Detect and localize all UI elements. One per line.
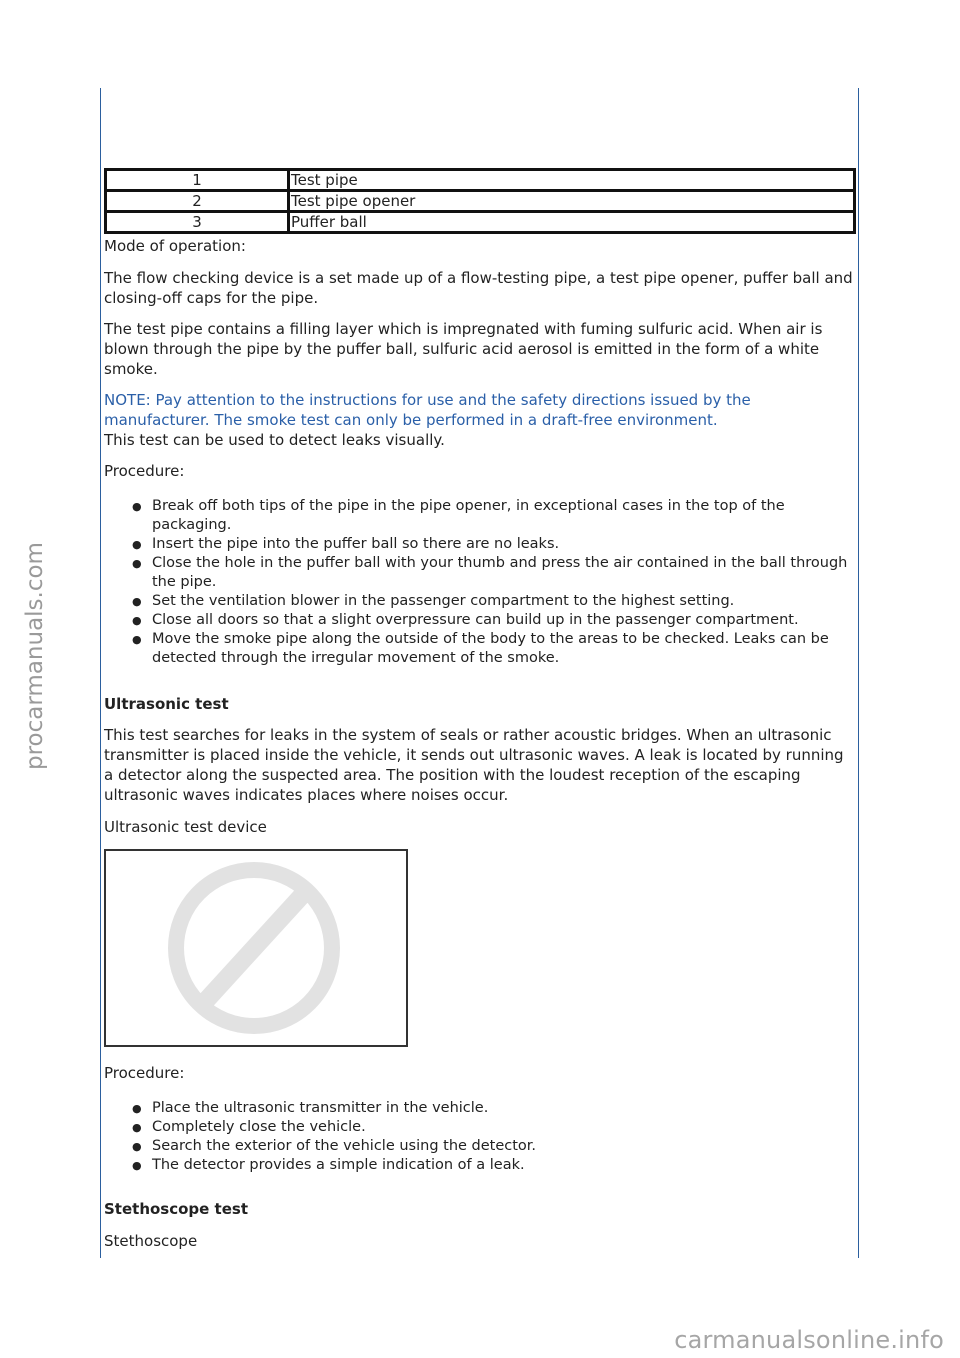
- legend-table: [104, 168, 856, 234]
- mode-heading: Mode of operation:: [104, 237, 246, 255]
- note-text: NOTE: Pay attention to the instructions for use and the safety directions issued by the manufacturer. The smoke test can only be performed in a draft-free environment.: [104, 391, 751, 429]
- right-margin-rule: [858, 88, 859, 1258]
- table-row: [106, 212, 855, 233]
- footer-watermark: carmanualsonline.info: [674, 1326, 944, 1354]
- list-item: ● Place the ultrasonic transmitter in the vehicle.: [152, 1099, 856, 1118]
- list-item: ● Close the hole in the puffer ball with your thumb and press the air contained in the ball through the pipe.: [152, 554, 856, 592]
- section-heading-ultrasonic: Ultrasonic test: [104, 695, 229, 713]
- list-item: ● Close all doors so that a slight overpressure can build up in the passenger compartment.: [152, 611, 856, 630]
- procedure-heading: Procedure:: [104, 462, 185, 480]
- legend-number: 3: [106, 212, 289, 233]
- legend-number: 2: [106, 191, 289, 212]
- section-heading-stethoscope: Stethoscope test: [104, 1200, 249, 1218]
- list-item: ● Search the exterior of the vehicle using the detector.: [152, 1137, 856, 1156]
- legend-label: Test pipe: [289, 170, 855, 191]
- paragraph: This test can be used to detect leaks visually.: [104, 431, 445, 449]
- table-row: [106, 170, 855, 191]
- list-item: ● The detector provides a simple indication of a leak.: [152, 1156, 856, 1175]
- figure-caption: Ultrasonic test device: [104, 818, 267, 836]
- procedure-heading: Procedure:: [104, 1064, 185, 1082]
- list-item: ● Move the smoke pipe along the outside of the body to the areas to be checked. Leaks can be detected through the irregular movement of the smoke.: [152, 630, 856, 668]
- table-row: [106, 191, 855, 212]
- legend-number: 1: [106, 170, 289, 191]
- paragraph: The flow checking device is a set made up of a flow-testing pipe, a test pipe opener, puffer ball and closing-off caps for the pipe.: [104, 269, 853, 307]
- left-margin-rule: [100, 88, 101, 1258]
- list-item: ● Break off both tips of the pipe in the pipe opener, in exceptional cases in the top of the packaging.: [152, 497, 856, 535]
- document-body: [104, 168, 856, 1251]
- paragraph: The test pipe contains a filling layer which is impregnated with fuming sulfuric acid. When air is blown through the pipe by the puffer ball, sulfuric acid aerosol is emitted in the form of a white smoke.: [104, 320, 823, 378]
- list-item: ● Set the ventilation blower in the passenger compartment to the highest setting.: [152, 592, 856, 611]
- list-item: ● Completely close the vehicle.: [152, 1118, 856, 1137]
- procedure-list: [104, 1099, 856, 1175]
- list-item: ● Insert the pipe into the puffer ball so there are no leaks.: [152, 535, 856, 554]
- paragraph: This test searches for leaks in the system of seals or rather acoustic bridges. When an ultrasonic transmitter is placed inside the vehicle, it sends out ultrasonic waves. A leak is located by running a detector along the suspected area. The position with the loudest reception of the escaping ultrasonic waves indicates places where noises occur.: [104, 726, 844, 804]
- procedure-list: [104, 497, 856, 668]
- legend-label: Test pipe opener: [289, 191, 855, 212]
- side-watermark: procarmanuals.com: [22, 542, 48, 770]
- legend-label: Puffer ball: [289, 212, 855, 233]
- image-placeholder: [104, 849, 408, 1047]
- prohibited-placeholder-icon: [106, 851, 406, 1045]
- figure-caption: Stethoscope: [104, 1232, 198, 1250]
